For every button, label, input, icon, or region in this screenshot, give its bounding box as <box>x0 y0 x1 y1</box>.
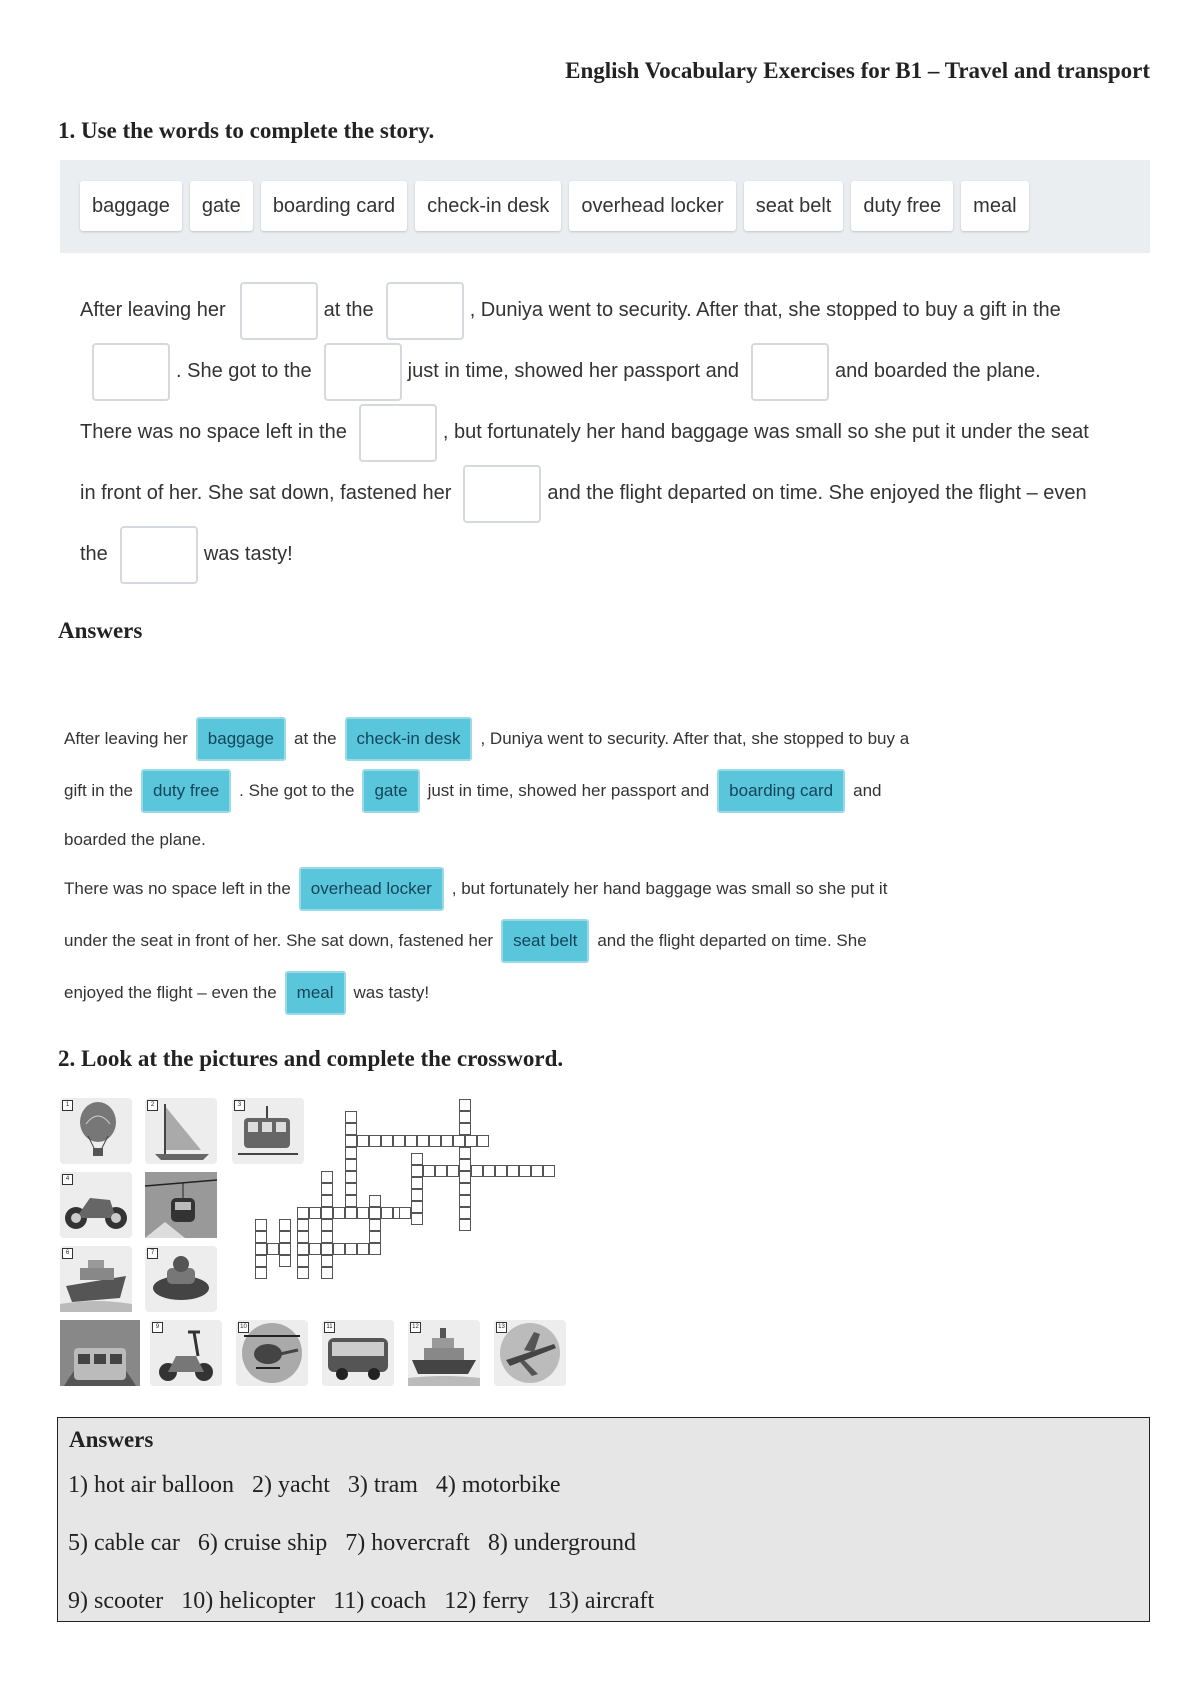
crossword-cell[interactable] <box>279 1231 291 1243</box>
answer-text: enjoyed the flight – even the <box>64 983 277 1002</box>
picture-4 <box>60 1172 132 1238</box>
crossword-cell[interactable] <box>507 1165 519 1177</box>
answers-story <box>64 713 994 1019</box>
story-text: and the flight departed on time. She enjoyed the flight – even <box>547 482 1087 504</box>
crossword-cell[interactable] <box>459 1099 471 1111</box>
crossword-cell[interactable] <box>405 1135 417 1147</box>
crossword-cell[interactable] <box>393 1135 405 1147</box>
cruise-ship-icon <box>60 1246 132 1312</box>
gap-1[interactable] <box>240 282 318 340</box>
picture-number: 9 <box>152 1322 163 1333</box>
exercise-2-heading: 2. Look at the pictures and complete the crossword. <box>58 1046 564 1071</box>
coach-icon <box>322 1320 394 1386</box>
crossword-cell[interactable] <box>357 1243 369 1255</box>
crossword-cell[interactable] <box>411 1153 423 1165</box>
crossword-cell[interactable] <box>381 1207 393 1219</box>
crossword-cell[interactable] <box>321 1207 333 1219</box>
word-chip-meal[interactable]: meal <box>961 181 1028 231</box>
answer-text: , Duniya went to security. After that, she stopped to buy a <box>480 729 910 748</box>
gap-6[interactable] <box>359 404 437 462</box>
crossword-cell[interactable] <box>297 1219 309 1231</box>
crossword-cell[interactable] <box>381 1135 393 1147</box>
answer-text: at the <box>293 729 337 748</box>
answer-text: There was no space left in the <box>64 879 291 898</box>
picture-number: 1 <box>62 1100 73 1111</box>
crossword-cell[interactable] <box>447 1165 459 1177</box>
crossword-cell[interactable] <box>459 1123 471 1135</box>
crossword-cell[interactable] <box>255 1255 267 1267</box>
answer-fill-boarding-card: boarding card <box>717 769 845 813</box>
crossword-cell[interactable] <box>369 1195 381 1207</box>
crossword-cell[interactable] <box>297 1243 309 1255</box>
exercise-1-heading: 1. Use the words to complete the story. <box>58 118 435 143</box>
motorbike-icon <box>60 1172 132 1238</box>
crossword-cell[interactable] <box>345 1135 357 1147</box>
crossword-cell[interactable] <box>321 1255 333 1267</box>
crossword-cell[interactable] <box>411 1189 423 1201</box>
crossword-cell[interactable] <box>411 1177 423 1189</box>
story-text: in front of her. She sat down, fastened her <box>80 482 452 504</box>
crossword-cell[interactable] <box>369 1231 381 1243</box>
crossword-cell[interactable] <box>279 1219 291 1231</box>
crossword-cell[interactable] <box>309 1207 321 1219</box>
crossword-cell[interactable] <box>345 1111 357 1123</box>
picture-number: 12 <box>410 1322 421 1333</box>
picture-number: 10 <box>238 1322 249 1333</box>
crossword-cell[interactable] <box>531 1165 543 1177</box>
answer-text: under the seat in front of her. She sat down, fastened her <box>64 931 494 950</box>
picture-6 <box>60 1246 132 1312</box>
answer-text: just in time, showed her passport and <box>427 781 710 800</box>
answer-fill-meal: meal <box>285 971 346 1015</box>
crossword-cell[interactable] <box>459 1219 471 1231</box>
crossword-cell[interactable] <box>459 1195 471 1207</box>
gap-2[interactable] <box>386 282 464 340</box>
crossword-cell[interactable] <box>321 1231 333 1243</box>
crossword-cell[interactable] <box>429 1135 441 1147</box>
hot-air-balloon-icon <box>60 1098 132 1164</box>
hovercraft-icon <box>145 1246 217 1312</box>
picture-number: 4 <box>62 1174 73 1185</box>
answer-text: . She got to the <box>239 781 355 800</box>
word-bank <box>60 160 1150 253</box>
answer-fill-gate: gate <box>362 769 419 813</box>
word-chip-seat-belt[interactable]: seat belt <box>744 181 844 231</box>
crossword-cell[interactable] <box>423 1165 435 1177</box>
picture-8 <box>60 1320 140 1386</box>
answers-heading: Answers <box>58 618 143 643</box>
answer-fill-check-in-desk: check-in desk <box>345 717 473 761</box>
crossword-cell[interactable] <box>321 1243 333 1255</box>
crossword-cell[interactable] <box>321 1267 333 1279</box>
answer-text: , but fortunately her hand baggage was small so she put it <box>451 879 888 898</box>
word-chip-check-in-desk[interactable]: check-in desk <box>415 181 561 231</box>
crossword-cell[interactable] <box>357 1135 369 1147</box>
answers-line-2: 5) cable car 6) cruise ship 7) hovercraft 8) underground <box>68 1530 637 1556</box>
crossword-cell[interactable] <box>369 1243 381 1255</box>
answers-box <box>57 1417 1150 1622</box>
crossword-cell[interactable] <box>495 1165 507 1177</box>
picture-1 <box>60 1098 132 1164</box>
underground-icon <box>60 1320 140 1386</box>
crossword-cell[interactable] <box>297 1255 309 1267</box>
ferry-icon <box>408 1320 480 1386</box>
crossword-cell[interactable] <box>279 1255 291 1267</box>
crossword-cell[interactable] <box>255 1231 267 1243</box>
cable-car-icon <box>145 1172 217 1238</box>
story-text: , Duniya went to security. After that, she stopped to buy a gift in the <box>469 299 1061 321</box>
picture-5 <box>145 1172 217 1238</box>
word-chip-boarding-card[interactable]: boarding card <box>261 181 407 231</box>
crossword-cell[interactable] <box>255 1267 267 1279</box>
crossword-cell[interactable] <box>255 1243 267 1255</box>
crossword-cell[interactable] <box>411 1165 423 1177</box>
story-text: After leaving her <box>80 299 226 321</box>
picture-number: 13 <box>496 1322 507 1333</box>
crossword-cell[interactable] <box>459 1183 471 1195</box>
word-chip-gate[interactable]: gate <box>190 181 253 231</box>
answer-text: was tasty! <box>353 983 430 1002</box>
crossword-cell[interactable] <box>411 1213 423 1225</box>
picture-number: 7 <box>147 1248 158 1259</box>
helicopter-icon <box>236 1320 308 1386</box>
story-text: . She got to the <box>176 360 312 382</box>
story-text: the <box>80 543 108 565</box>
crossword-cell[interactable] <box>279 1243 291 1255</box>
answer-fill-duty-free: duty free <box>141 769 231 813</box>
answer-text: and the flight departed on time. She <box>597 931 867 950</box>
crossword-cell[interactable] <box>369 1219 381 1231</box>
crossword-cell[interactable] <box>471 1165 483 1177</box>
picture-3 <box>232 1098 304 1164</box>
crossword-cell[interactable] <box>453 1135 465 1147</box>
crossword-cell[interactable] <box>459 1111 471 1123</box>
gap-5[interactable] <box>751 343 829 401</box>
picture-number: 3 <box>234 1100 245 1111</box>
crossword-cell[interactable] <box>357 1207 369 1219</box>
gap-8[interactable] <box>120 526 198 584</box>
story-text: There was no space left in the <box>80 421 347 443</box>
story-text: , but fortunately her hand baggage was small so she put it under the seat <box>442 421 1089 443</box>
crossword-cell[interactable] <box>345 1183 357 1195</box>
picture-9 <box>150 1320 222 1386</box>
answer-fill-baggage: baggage <box>196 717 286 761</box>
crossword-cell[interactable] <box>369 1135 381 1147</box>
picture-11 <box>322 1320 394 1386</box>
picture-number: 11 <box>324 1322 335 1333</box>
crossword-cell[interactable] <box>345 1243 357 1255</box>
tram-icon <box>232 1098 304 1164</box>
answers-line-3: 9) scooter 10) helicopter 11) coach 12) ferry 13) aircraft <box>68 1588 655 1614</box>
crossword-cell[interactable] <box>255 1219 267 1231</box>
gap-3[interactable] <box>92 343 170 401</box>
crossword-cell[interactable] <box>459 1171 471 1183</box>
crossword-cell[interactable] <box>435 1165 447 1177</box>
answer-fill-overhead-locker: overhead locker <box>299 867 444 911</box>
crossword-cell[interactable] <box>345 1123 357 1135</box>
crossword-cell[interactable] <box>333 1243 345 1255</box>
word-chip-baggage[interactable]: baggage <box>80 181 182 231</box>
crossword-cell[interactable] <box>477 1135 489 1147</box>
crossword-cell[interactable] <box>465 1135 477 1147</box>
crossword-cell[interactable] <box>345 1207 357 1219</box>
crossword-cell[interactable] <box>309 1243 321 1255</box>
answer-fill-seat-belt: seat belt <box>501 919 589 963</box>
crossword-cell[interactable] <box>543 1165 555 1177</box>
answers-line-1: 1) hot air balloon 2) yacht 3) tram 4) motorbike <box>68 1472 561 1498</box>
crossword-cell[interactable] <box>345 1171 357 1183</box>
answer-text: gift in the <box>64 781 133 800</box>
crossword-cell[interactable] <box>333 1207 345 1219</box>
picture-7 <box>145 1246 217 1312</box>
crossword-cell[interactable] <box>345 1195 357 1207</box>
crossword-cell[interactable] <box>345 1159 357 1171</box>
picture-10 <box>236 1320 308 1386</box>
crossword-cell[interactable] <box>297 1267 309 1279</box>
picture-13 <box>494 1320 566 1386</box>
story-text: at the <box>323 299 374 321</box>
picture-12 <box>408 1320 480 1386</box>
picture-number: 6 <box>62 1248 73 1259</box>
picture-number: 2 <box>147 1100 158 1111</box>
word-chip-duty-free[interactable]: duty free <box>851 181 953 231</box>
crossword-cell[interactable] <box>459 1159 471 1171</box>
crossword-cell[interactable] <box>441 1135 453 1147</box>
crossword-cell[interactable] <box>297 1207 309 1219</box>
story-text: just in time, showed her passport and <box>407 360 739 382</box>
document-title: English Vocabulary Exercises for B1 – Travel and transport <box>565 58 1150 83</box>
crossword-cell[interactable] <box>411 1201 423 1213</box>
crossword-cell[interactable] <box>519 1165 531 1177</box>
crossword-cell[interactable] <box>459 1147 471 1159</box>
crossword-cell[interactable] <box>483 1165 495 1177</box>
gap-4[interactable] <box>324 343 402 401</box>
crossword-cell[interactable] <box>459 1207 471 1219</box>
word-chip-overhead-locker[interactable]: overhead locker <box>569 181 735 231</box>
story-exercise <box>80 280 1160 585</box>
crossword-cell[interactable] <box>267 1243 279 1255</box>
crossword-cell[interactable] <box>297 1231 309 1243</box>
crossword-cell[interactable] <box>321 1219 333 1231</box>
crossword-cell[interactable] <box>369 1207 381 1219</box>
crossword-cell[interactable] <box>321 1195 333 1207</box>
crossword-cell[interactable] <box>345 1147 357 1159</box>
answer-text: After leaving her <box>64 729 188 748</box>
aircraft-icon <box>494 1320 566 1386</box>
yacht-icon <box>145 1098 217 1164</box>
crossword-cell[interactable] <box>417 1135 429 1147</box>
answer-text: boarded the plane. <box>64 830 206 849</box>
crossword-cell[interactable] <box>321 1171 333 1183</box>
scooter-icon <box>150 1320 222 1386</box>
gap-7[interactable] <box>463 465 541 523</box>
story-text: and boarded the plane. <box>834 360 1041 382</box>
story-text: was tasty! <box>203 543 293 565</box>
crossword-cell[interactable] <box>321 1183 333 1195</box>
answer-text: and <box>853 781 882 800</box>
picture-2 <box>145 1098 217 1164</box>
answers-box-title: Answers <box>69 1427 154 1452</box>
crossword-cell[interactable] <box>399 1207 411 1219</box>
